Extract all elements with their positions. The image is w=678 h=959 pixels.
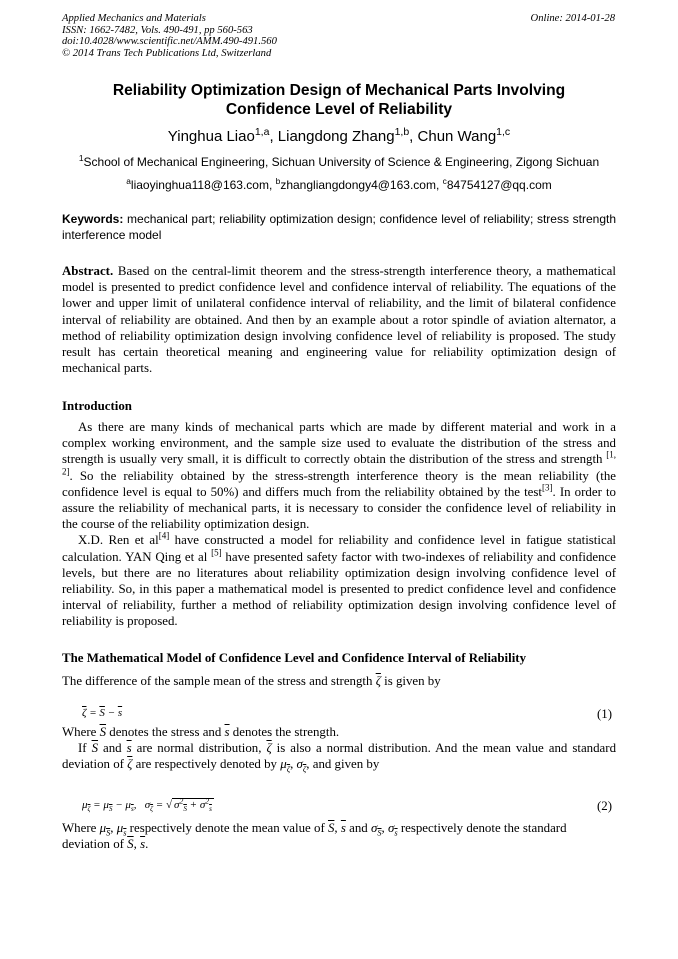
s-subscript: s: [123, 828, 127, 838]
mu-symbol: μ: [103, 799, 109, 811]
model-section-heading: The Mathematical Model of Confidence Level and Confidence Interval of Reliability: [62, 651, 527, 665]
S-bar-symbol: $\overline{S}$: [99, 707, 105, 719]
minus-sign: −: [112, 799, 126, 811]
author-sup: 1,b: [394, 126, 410, 138]
sqrt-sign: √: [165, 799, 173, 811]
keywords: [62, 211, 616, 243]
if-paragraph: [62, 740, 616, 772]
model-intro-line: [62, 673, 616, 689]
citation[interactable]: [3]: [542, 482, 553, 493]
square-exponent: 2: [205, 796, 210, 806]
S-subscript: S: [106, 828, 111, 838]
comma: ,: [290, 757, 297, 772]
mu-symbol: μ: [125, 799, 131, 811]
text: is given by: [380, 674, 441, 688]
text: and: [98, 741, 127, 755]
journal-name: Applied Mechanics and Materials: [62, 13, 206, 24]
text: . So the reliability obtained by the stress-strength interference theory is the mean reliability (the confidence level is equal to 50%) and differs much from the reliability obtained by the test: [62, 468, 616, 499]
text: denotes the strength.: [229, 725, 340, 739]
text: , and given by: [306, 757, 380, 772]
citation[interactable]: [1, 2]: [62, 450, 616, 477]
separator: ,: [409, 128, 418, 145]
zeta-bar-symbol: $\overline{\zeta}$: [127, 757, 133, 772]
introduction-body: [62, 419, 616, 630]
author-sup: 1,a: [254, 126, 270, 138]
zeta-bar-symbol: $\overline{\zeta}$: [266, 741, 272, 755]
citation[interactable]: [4]: [158, 531, 170, 542]
text: and: [345, 821, 371, 835]
S-bar-symbol: $\overline{S}$: [327, 821, 335, 835]
email-sup: c: [442, 176, 447, 186]
affiliation-sup: 1: [78, 153, 84, 163]
plus-sign: +: [186, 799, 200, 811]
author-name: Liangdong Zhang: [277, 128, 395, 145]
comma: ,: [110, 821, 117, 835]
zeta-bar-symbol: $\overline{\zeta}$: [375, 674, 381, 688]
text: The difference of the sample mean of the stress and strength: [62, 674, 376, 688]
sigma-symbol: σ: [199, 799, 206, 811]
s-bar-symbol: $\overline{s}$: [117, 707, 123, 719]
paper-title: [62, 81, 616, 119]
text: have constructed a model for reliability and confidence level in fatigue statistical calculation. YAN Qing et al: [62, 533, 616, 564]
sigma-symbol: σ: [174, 799, 180, 811]
separator: ,: [268, 178, 276, 192]
sigma-symbol: σ: [370, 821, 378, 835]
sigma-symbol: σ: [144, 799, 151, 811]
affiliation: [62, 155, 616, 170]
abstract-text: Based on the central-limit theorem and the stress-strength interference theory, a mathematical model is presented to predict confidence level and confidence interval of reliability. The equations of the lower and upper limit of unilateral confidence interval of reliability, and the limit of bilateral confidence interval of reliability are obtained. And then by an example about a rotor spindle of aviation alternator, a method of reliability optimization design involving confidence level of reliability is proposed. The study result has certain theoretical meaning and engineering value for reliability optimization design of mechanical parts.: [62, 264, 616, 376]
mu-symbol: μ: [99, 821, 107, 835]
mu-symbol: μ: [82, 799, 88, 811]
text: have presented safety factor with two-indexes of reliability and confidence levels, but there are no literatures about reliability optimization design involving confidence level of reliability. So, in this paper a mathematical model is presented to predict confidence level and confidence interval of reliability, further a method of reliability optimization design involving confidence level of reliability is proposed.: [62, 549, 617, 629]
copyright-line: © 2014 Trans Tech Publications Ltd, Switzerland: [62, 47, 272, 59]
s-bar-symbol: $\overline{s}$: [140, 837, 146, 852]
text: are respectively denoted by: [132, 757, 281, 772]
email-list: [62, 178, 616, 193]
S-bar-symbol: $\overline{S}$: [91, 741, 99, 755]
equation-2: [82, 796, 214, 814]
intro-paragraph-2: [62, 532, 616, 629]
title-line-1: Reliability Optimization Design of Mechanical Parts Involving: [112, 82, 566, 99]
author-list: [62, 128, 616, 146]
sigma-symbol: σ: [296, 757, 303, 772]
journal-header: [62, 13, 277, 59]
abstract-label: Abstract.: [62, 264, 114, 278]
zeta-subscript: ζ: [302, 764, 307, 774]
author-name: Chun Wang: [417, 128, 497, 145]
author-name: Yinghua Liao: [167, 128, 255, 145]
zeta-subscript: ζ: [150, 805, 154, 814]
equation-1-number: (1): [596, 707, 612, 721]
text: Where: [62, 821, 100, 835]
s-bar-symbol: $\overline{s}$: [340, 821, 346, 835]
email-sup: a: [126, 176, 131, 186]
sigma-symbol: σ: [387, 821, 395, 835]
separator: ,: [269, 128, 278, 145]
online-date: Online: 2014-01-28: [530, 13, 615, 24]
comma: ,: [334, 821, 341, 835]
text: .: [145, 837, 149, 852]
intro-paragraph-1: [62, 419, 616, 532]
zeta-bar-symbol: $\overline{\zeta}$: [82, 707, 87, 719]
equals-sign: =: [153, 799, 166, 811]
square-exponent: 2: [179, 796, 184, 806]
S-subscript: S: [108, 805, 113, 814]
S-subscript: S: [183, 805, 187, 814]
text: X.D. Ren et al: [78, 533, 159, 548]
text: As there are many kinds of mechanical parts which are made by different material and work in a complex working environment, and the sample size used to evaluate the distribution of the stress and strength is usually very small, it is difficult to correctly obtain the distribution of the stress and strength: [62, 420, 616, 467]
affiliation-text: School of Mechanical Engineering, Sichuan University of Science & Engineering, Zigong Sichuan: [83, 155, 600, 169]
where-line-1: [62, 724, 616, 740]
s-bar-symbol: $\overline{s}$: [224, 725, 230, 739]
s-bar-symbol: $\overline{s}$: [126, 741, 132, 755]
minus-sign: −: [104, 707, 118, 719]
email-link[interactable]: liaoyinghua118@163.com: [130, 178, 269, 192]
equation-2-number: (2): [596, 799, 612, 813]
comma: ,: [133, 799, 140, 811]
s-subscript: s: [130, 805, 134, 814]
S-subscript: S: [377, 828, 382, 838]
s-subscript: s: [209, 805, 212, 814]
text: Where: [62, 725, 100, 739]
equals-sign: =: [90, 799, 104, 811]
email-sup: b: [275, 176, 281, 186]
where-paragraph-2: [62, 820, 582, 852]
author-sup: 1,c: [496, 126, 511, 138]
keywords-text: mechanical part; reliability optimization design; confidence level of reliability; stress strength interference model: [62, 212, 616, 242]
doi-line[interactable]: doi:10.4028/www.scientific.net/AMM.490-491.560: [62, 36, 277, 48]
citation[interactable]: [5]: [211, 547, 222, 558]
email-link[interactable]: zhangliangdongy4@163.com: [280, 178, 436, 192]
keywords-label: Keywords:: [62, 212, 124, 226]
text: is also a normal distribution. And the mean value and standard deviation of: [62, 741, 617, 772]
S-bar-symbol: $\overline{S}$: [127, 837, 134, 852]
abstract: [62, 263, 616, 376]
text: . In order to assure the reliability of mechanical parts, it is necessary to consider the confidence level of reliability in the course of the reliability optimization design.: [62, 484, 617, 532]
s-subscript: s: [394, 828, 398, 838]
zeta-subscript: ζ: [87, 805, 91, 814]
zeta-subscript: ζ: [286, 764, 291, 774]
S-bar-symbol: $\overline{S}$: [99, 725, 107, 739]
separator: ,: [435, 178, 443, 192]
text: are normal distribution,: [131, 741, 267, 755]
comma: ,: [381, 821, 388, 835]
text: denotes the stress and: [106, 725, 225, 739]
mu-symbol: μ: [280, 757, 287, 772]
comma: ,: [133, 837, 141, 852]
mu-symbol: μ: [116, 821, 124, 835]
introduction-heading: Introduction: [62, 399, 132, 413]
equals-sign: =: [86, 707, 100, 719]
text: respectively denote the standard deviation of: [62, 821, 567, 852]
text: respectively denote the mean value of: [126, 821, 328, 835]
equation-1: [82, 707, 122, 719]
email-link[interactable]: 84754127@qq.com: [446, 178, 552, 192]
text: If: [78, 741, 92, 755]
sqrt-radicand: [172, 796, 214, 814]
title-line-2: Confidence Level of Reliability: [225, 101, 453, 118]
issn-line: ISSN: 1662-7482, Vols. 490-491, pp 560-563: [62, 24, 253, 36]
